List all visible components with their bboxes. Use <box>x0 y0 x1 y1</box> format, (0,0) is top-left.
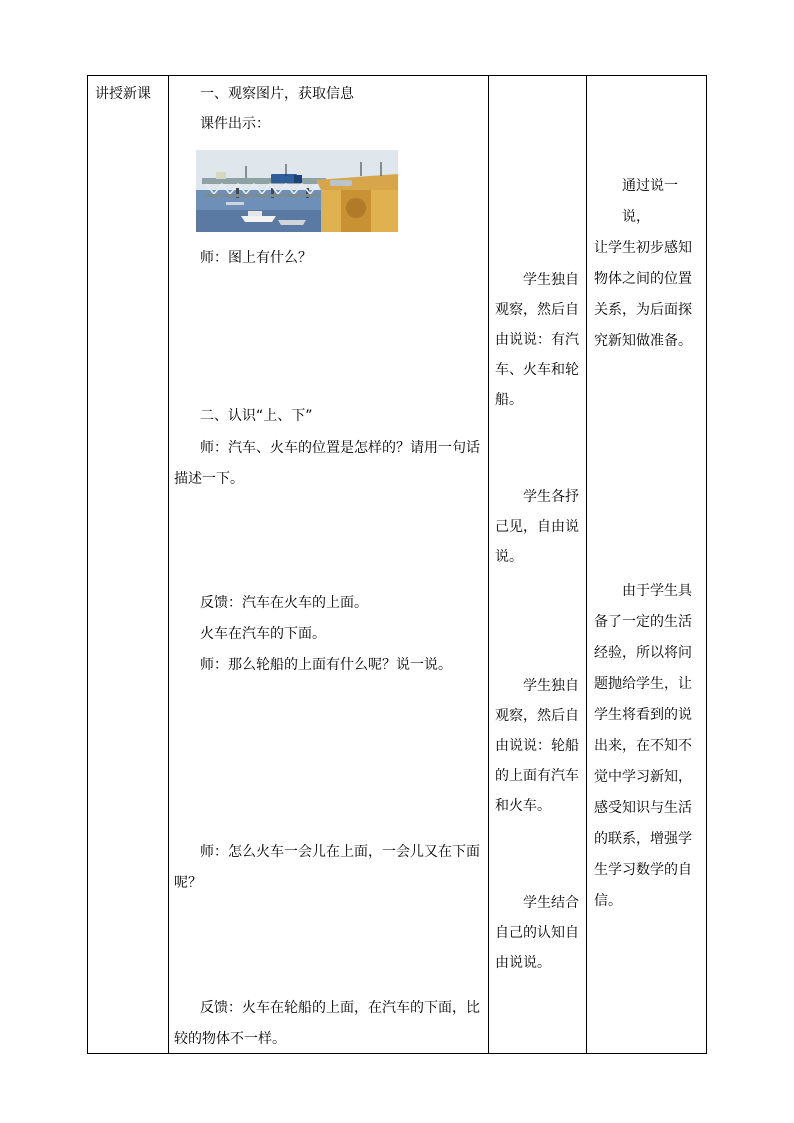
lesson-plan-table <box>87 75 707 1054</box>
text-line: 关系，为后面探 <box>594 302 692 318</box>
teacher-question-2-continued: 描述一下。 <box>174 471 244 487</box>
text-line: 通过说一说， <box>622 178 678 225</box>
text-line: 和火车。 <box>495 798 551 814</box>
feedback-1: 反馈：汽车在火车的上面。 <box>200 595 368 611</box>
text-line: 的上面有汽车 <box>495 768 579 784</box>
feedback-2-continued: 较的物体不一样。 <box>174 1031 286 1047</box>
text-line: 的联系，增强学 <box>594 831 692 847</box>
text-line: 由说说。 <box>495 955 551 971</box>
student-activity-1 <box>495 265 585 415</box>
text-line: 学生将看到的说 <box>594 707 692 723</box>
text-line: 学生独自 <box>523 272 579 288</box>
section-heading-1: 一、观察图片，获取信息 <box>200 86 354 102</box>
teacher-question-3: 师：那么轮船的上面有什么呢？说一说。 <box>200 657 452 673</box>
design-intent-1 <box>594 171 704 357</box>
text-line: 感受知识与生活 <box>594 800 692 816</box>
text-line: 己见，自由说 <box>495 519 579 535</box>
text-line: 由说说：轮船 <box>495 738 579 754</box>
text-line: 自己的认知自 <box>495 925 579 941</box>
teacher-question-4-continued: 呢？ <box>174 875 202 891</box>
courseware-label: 课件出示： <box>200 116 270 132</box>
student-activity-2 <box>495 482 585 572</box>
text-line: 觉中学习新知， <box>594 769 692 785</box>
text-line: 究新知做准备。 <box>594 333 692 349</box>
text-line: 说。 <box>495 549 523 565</box>
text-line: 物体之间的位置 <box>594 271 692 287</box>
design-intent-2 <box>594 576 704 917</box>
column-divider <box>586 76 587 1053</box>
text-line: 让学生初步感知 <box>594 240 692 256</box>
text-line: 出来，在不知不 <box>594 738 692 754</box>
text-line: 信。 <box>594 893 622 909</box>
column-divider <box>168 76 169 1053</box>
teacher-question-4: 师：怎么火车一会儿在上面，一会儿又在下面 <box>200 844 480 860</box>
text-line: 由说说：有汽 <box>495 332 579 348</box>
student-activity-4 <box>495 888 585 978</box>
section-heading-2: 二、认识“上、下” <box>200 408 313 424</box>
teacher-question-1: 师：图上有什么？ <box>200 250 312 266</box>
text-line: 车、火车和轮 <box>495 362 579 378</box>
text-line: 学生独自 <box>523 678 579 694</box>
text-line: 学生结合 <box>523 895 579 911</box>
text-line: 生学习数学的自 <box>594 862 692 878</box>
feedback-2: 反馈：火车在轮船的上面，在汽车的下面，比 <box>200 1000 480 1016</box>
text-line: 由于学生具 <box>622 583 692 599</box>
text-line: 经验，所以将问 <box>594 645 692 661</box>
teacher-question-2: 师：汽车、火车的位置是怎样的？请用一句话 <box>200 440 480 456</box>
student-activity-3 <box>495 671 585 821</box>
text-line: 观察，然后自 <box>495 708 579 724</box>
text-line: 备了一定的生活 <box>594 614 692 630</box>
feedback-1-continued: 火车在汽车的下面。 <box>200 626 326 642</box>
column-divider <box>488 76 489 1053</box>
text-line: 学生各抒 <box>523 489 579 505</box>
text-line: 船。 <box>495 392 523 408</box>
bridge-image <box>196 150 398 232</box>
row-label: 讲授新课 <box>95 86 151 102</box>
text-line: 观察，然后自 <box>495 302 579 318</box>
text-line: 题抛给学生，让 <box>594 676 692 692</box>
